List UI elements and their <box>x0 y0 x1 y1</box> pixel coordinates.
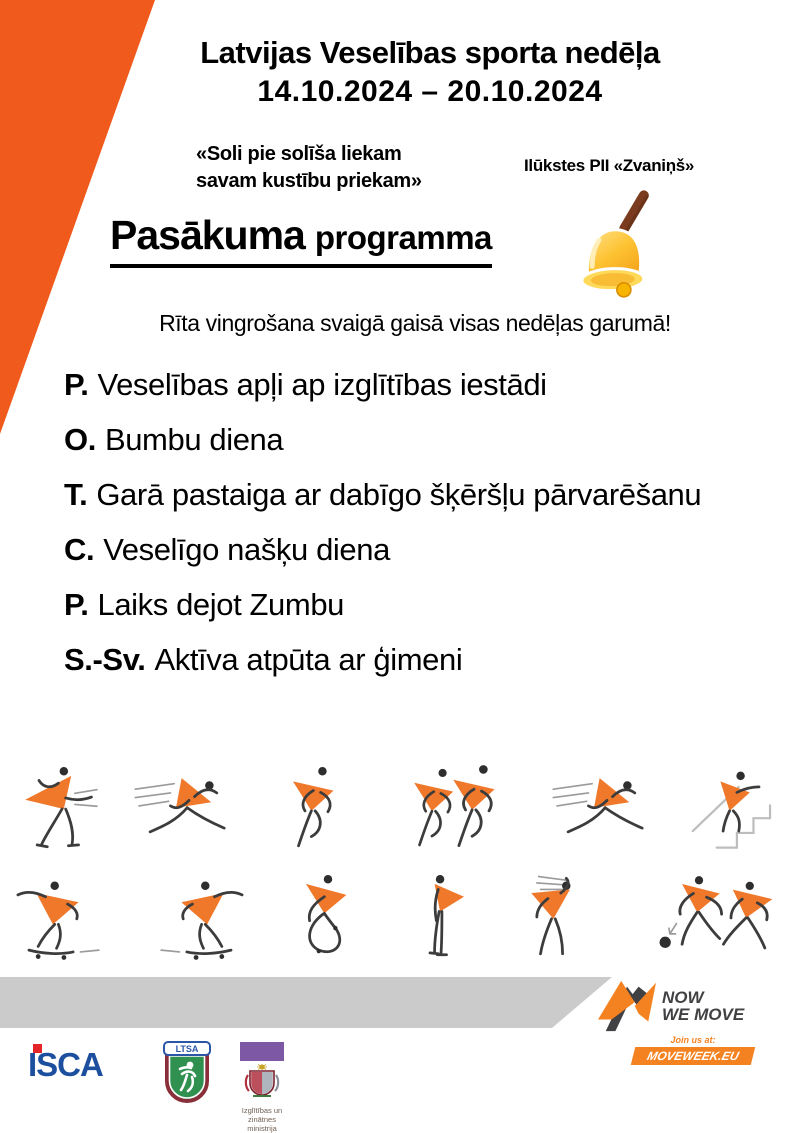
program-item <box>64 632 739 687</box>
ministry-purple-rect <box>240 1042 284 1061</box>
skateboarding-figure-icon <box>146 871 248 963</box>
sprinting-figure-icon <box>130 767 248 855</box>
ltsa-label: LTSA <box>175 1044 199 1054</box>
title-line1: Latvijas Veselības sporta nedēļa <box>200 35 660 70</box>
bell-icon <box>568 190 668 305</box>
motto <box>196 141 422 195</box>
now-we-move-logo <box>598 980 788 1065</box>
program-item <box>64 412 739 467</box>
skateboarding-figure-icon <box>12 871 114 963</box>
day-label: T. <box>64 477 88 512</box>
tumbling-figure-icon <box>280 871 376 963</box>
poster-title <box>150 34 710 110</box>
isca-label: ISCA <box>28 1046 103 1083</box>
activity-label: Aktīva atpūta ar ģimeni <box>154 642 463 677</box>
day-label: C. <box>64 532 95 567</box>
running-group-icon <box>385 761 531 855</box>
sprinting-figure-icon <box>548 767 666 855</box>
heading-sub: programma <box>314 219 492 256</box>
program-item <box>64 467 739 522</box>
ministry-logo <box>236 1042 288 1133</box>
day-label: P. <box>64 587 89 622</box>
day-label: O. <box>64 422 96 457</box>
coat-of-arms-icon <box>243 1063 281 1099</box>
day-label: S.-Sv. <box>64 642 146 677</box>
motto-line1: «Soli pie solīša liekam <box>196 143 402 165</box>
activity-label: Veselīgo našķu diena <box>103 532 390 567</box>
program-list <box>64 357 739 687</box>
nwm-line2: WE MOVE <box>662 1005 745 1024</box>
program-item <box>64 577 739 632</box>
dancing-figure-icon <box>12 763 112 855</box>
stair-climbing-figure-icon <box>684 763 788 855</box>
title-dates: 14.10.2024 – 20.10.2024 <box>257 74 603 108</box>
sport-figures-row-2 <box>12 868 788 963</box>
activity-label: Garā pastaiga ar dabīgo šķēršļu pārvarēšanu <box>96 477 702 512</box>
ministry-caption: Izglītības un zinātnes ministrija <box>241 1106 283 1133</box>
day-label: P. <box>64 367 89 402</box>
program-item <box>64 522 739 577</box>
activity-label: Bumbu diena <box>104 422 284 457</box>
isca-logo <box>28 1044 148 1083</box>
sport-figures-row-1 <box>12 760 788 855</box>
organization-name: Ilūkstes PII «Zvaniņš» <box>524 156 695 175</box>
ltsa-logo <box>160 1041 214 1105</box>
heading-main: Pasākuma <box>110 212 305 258</box>
running-figure-icon <box>265 763 367 855</box>
motto-line2: savam kustību priekam» <box>196 170 422 192</box>
moveweek-url: MOVEWEEK.EU <box>631 1047 755 1065</box>
program-heading <box>110 212 492 268</box>
nwm-join-text: Join us at: <box>670 1035 716 1045</box>
activity-label: Laiks dejot Zumbu <box>97 587 344 622</box>
standing-figure-icon <box>408 871 474 963</box>
activity-label: Veselības apļi ap izglītības iestādi <box>97 367 547 402</box>
intro-text: Rīta vingrošana svaigā gaisā visas nedēļas garumā! <box>159 310 671 336</box>
program-item <box>64 357 739 412</box>
footer-gray-bar <box>0 977 612 1028</box>
now-we-move-mark-icon <box>598 980 656 1032</box>
dancing-hair-figure-icon <box>506 871 610 963</box>
football-players-icon <box>642 869 788 963</box>
nwm-line1: NOW <box>662 988 704 1007</box>
